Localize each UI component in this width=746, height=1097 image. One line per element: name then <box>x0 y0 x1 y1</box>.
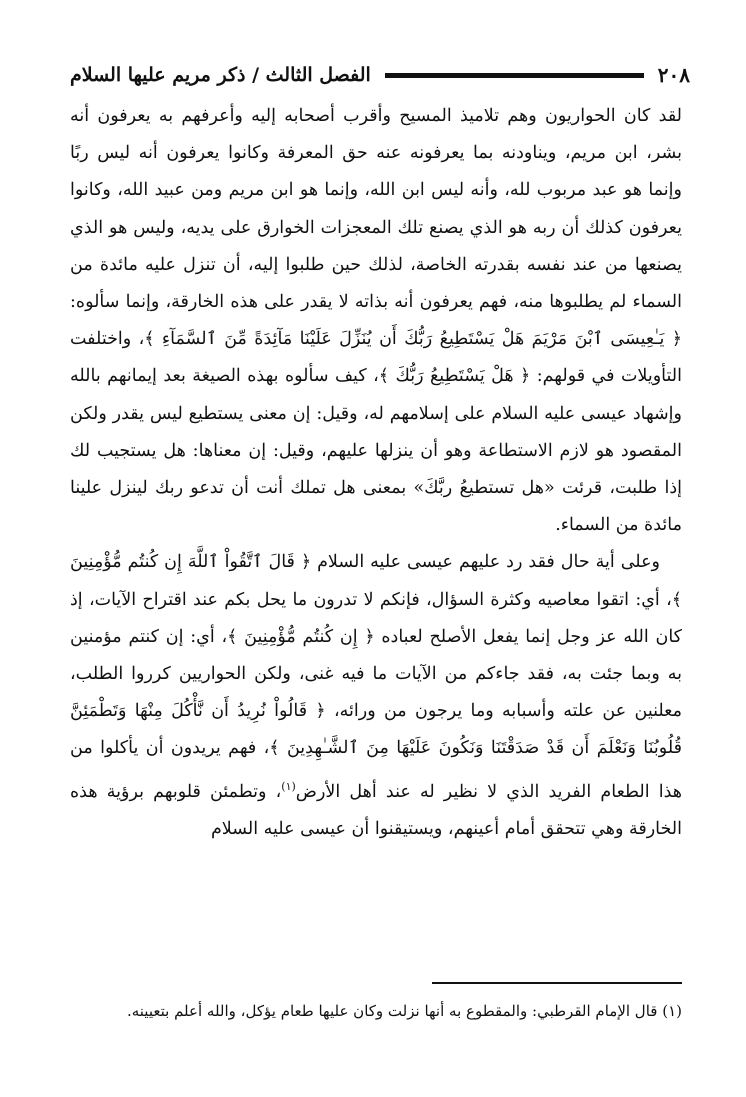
body-text <box>70 98 682 848</box>
page-number: ٢٠٨ <box>657 63 690 87</box>
chapter-title: الفصل الثالث / ذكر مريم عليها السلام <box>70 64 371 86</box>
footnote-reference: (١) <box>281 779 296 793</box>
page-header <box>70 58 690 92</box>
header-rule <box>385 73 644 78</box>
paragraph-2-part-a: وعلى أية حال فقد رد عليهم عيسى عليه السلام ﴿ قَالَ ٱتَّقُواْ ٱللَّهَ إِن كُنتُم مُّؤْمِنِينَ ﴾، أي: اتقوا معاصيه وكثرة السؤال، فإنكم لا تدرون ما يحل بكم عند اقتراح الآيات، إذ كان الله عز وجل إنما يفعل الأصلح لعباده ﴿ إِن كُنتُم مُّؤْمِنِينَ ﴾، أي: إن كنتم مؤمنين به وبما جئت به، فقد جاءكم من الآيات ما فيه غنى، ولكن الحواريين كرروا الطلب، معلنين عن علته وأسبابه وما يرجون من ورائه، ﴿ قَالُواْ نُرِيدُ أَن نَّأْكُلَ مِنْهَا وَتَطْمَئِنَّ قُلُوبُنَا وَنَعْلَمَ أَن قَدْ صَدَقْتَنَا وَنَكُونَ عَلَيْهَا مِنَ ٱلشَّـٰهِدِينَ ﴾، فهم يريدون أن يأكلوا من هذا الطعام الفريد الذي لا نظير له عند أهل الأرض <box>70 552 682 802</box>
paragraph-2 <box>70 544 682 847</box>
footnote: (١) قال الإمام القرطبي: والمقطوع به أنها نزلت وكان عليها طعام يؤكل، والله أعلم بتعيينه. <box>126 1002 682 1020</box>
paragraph-1: لقد كان الحواريون وهم تلاميذ المسيح وأقرب أصحابه إليه وأعرفهم به يعرفون أنه بشر، ابن مريم، ويناودنه بما يعرفونه عنه حق المعرفة وكانوا يعرفون أنه ليس ربًا وإنما هو عبد مربوب لله، وأنه ليس ابن الله، وإنما هو ابن مريم ومن عبيد الله، وكانوا يعرفون كذلك أن ربه هو الذي يصنع تلك المعجزات الخوارق على يديه، وليس هو الذي يصنعها من عند نفسه بقدرته الخاصة، لذلك حين طلبوا إليه، أن تنزل عليه مائدة من السماء لم يطلبوها منه، فهم يعرفون أنه بذاته لا يقدر على هذه الخارقة، وإنما سألوه: ﴿ يَـٰعِيسَى ٱبْنَ مَرْيَمَ هَلْ يَسْتَطِيعُ رَبُّكَ أَن يُنَزِّلَ عَلَيْنَا مَآئِدَةً مِّنَ ٱلسَّمَآءِ ﴾، واختلفت التأويلات في قولهم: ﴿ هَلْ يَسْتَطِيعُ رَبُّكَ ﴾، كيف سألوه بهذه الصيغة بعد إيمانهم بالله وإشهاد عيسى عليه السلام على إسلامهم له، وقيل: إن معنى يستطيع ليس يقدر ولكن المقصود هو لازم الاستطاعة وهو أن ينزلها عليهم، وقيل: إن معناها: هل يستجيب لك إذا طلبت، قرئت «هل تستطيعُ ربَّكَ» بمعنى هل تملك أنت أن تدعو ربك لينزل علينا مائدة من السماء. <box>70 106 683 536</box>
footnote-divider <box>432 982 682 984</box>
paragraph-2-part-b: ، وتطمئن قلوبهم برؤية هذه الخارقة وهي تتحقق أمام أعينهم، ويستيقنوا أن عيسى عليه السلام <box>70 781 682 839</box>
